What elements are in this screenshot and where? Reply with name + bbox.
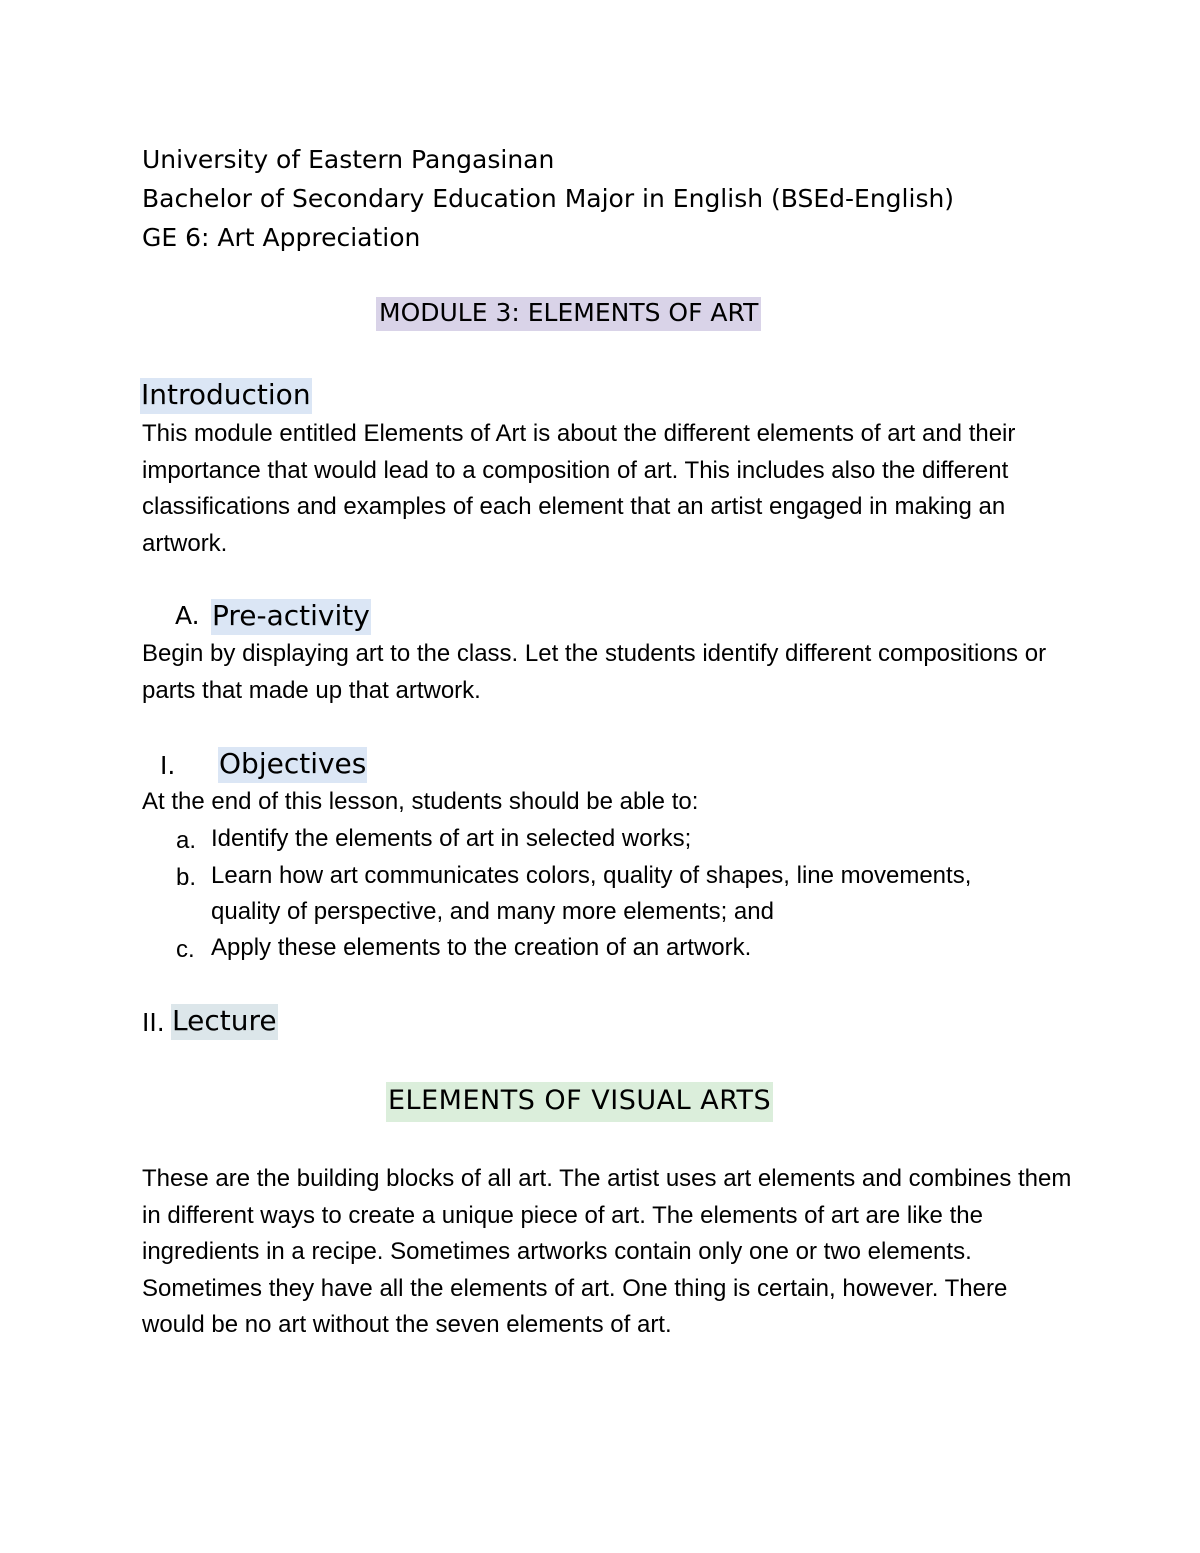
objectives-lead-text: At the end of this lesson, students should be able to:	[142, 788, 699, 815]
objective-a-text: Identify the elements of art in selected works;	[211, 825, 692, 852]
pre-activity-heading: Pre-activity	[211, 599, 371, 635]
introduction-body	[142, 416, 1072, 562]
course-name: GE 6: Art Appreciation	[142, 223, 421, 252]
university-name: University of Eastern Pangasinan	[142, 145, 555, 174]
lecture-marker: II.	[142, 1008, 165, 1037]
lecture-body	[142, 1161, 1072, 1344]
lecture-paragraph-1: These are the building blocks of all art. The artist uses art elements and combines them in different ways to create a unique piece of art. The elements of art are like the ingredients in a recipe. Sometimes artworks contain only one or two elements.	[142, 1165, 1072, 1265]
module-title: MODULE 3: ELEMENTS OF ART	[376, 297, 761, 331]
pre-activity-marker: A.	[175, 601, 200, 630]
lecture-paragraph-2: Sometimes they have all the elements of art. One thing is certain, however. There would be no art without the seven elements of art.	[142, 1274, 1008, 1338]
objective-b-text: Learn how art communicates colors, quality of shapes, line movements, quality of perspective, and many more elements; and	[211, 862, 972, 925]
visual-arts-title: ELEMENTS OF VISUAL ARTS	[386, 1082, 773, 1122]
introduction-heading: Introduction	[140, 378, 312, 414]
objective-b-letter: b.	[176, 864, 197, 891]
program-name: Bachelor of Secondary Education Major in English (BSEd-English)	[142, 184, 955, 213]
pre-activity-paragraph: Begin by displaying art to the class. Let the students identify different compositions or parts that made up that artwork.	[142, 640, 1047, 704]
objective-a-letter: a.	[176, 827, 197, 854]
objectives-lead	[142, 784, 1072, 821]
objectives-marker: I.	[160, 751, 176, 780]
objectives-heading: Objectives	[218, 747, 367, 783]
lecture-heading: Lecture	[171, 1004, 278, 1040]
introduction-paragraph: This module entitled Elements of Art is about the different elements of art and their importance that would lead to a composition of art. This includes also the different classifications and examples of each element that an artist engaged in making an artwork.	[142, 420, 1016, 557]
objective-c-text: Apply these elements to the creation of an artwork.	[211, 934, 752, 961]
objective-c-letter: c.	[176, 936, 195, 963]
pre-activity-body	[142, 636, 1072, 709]
